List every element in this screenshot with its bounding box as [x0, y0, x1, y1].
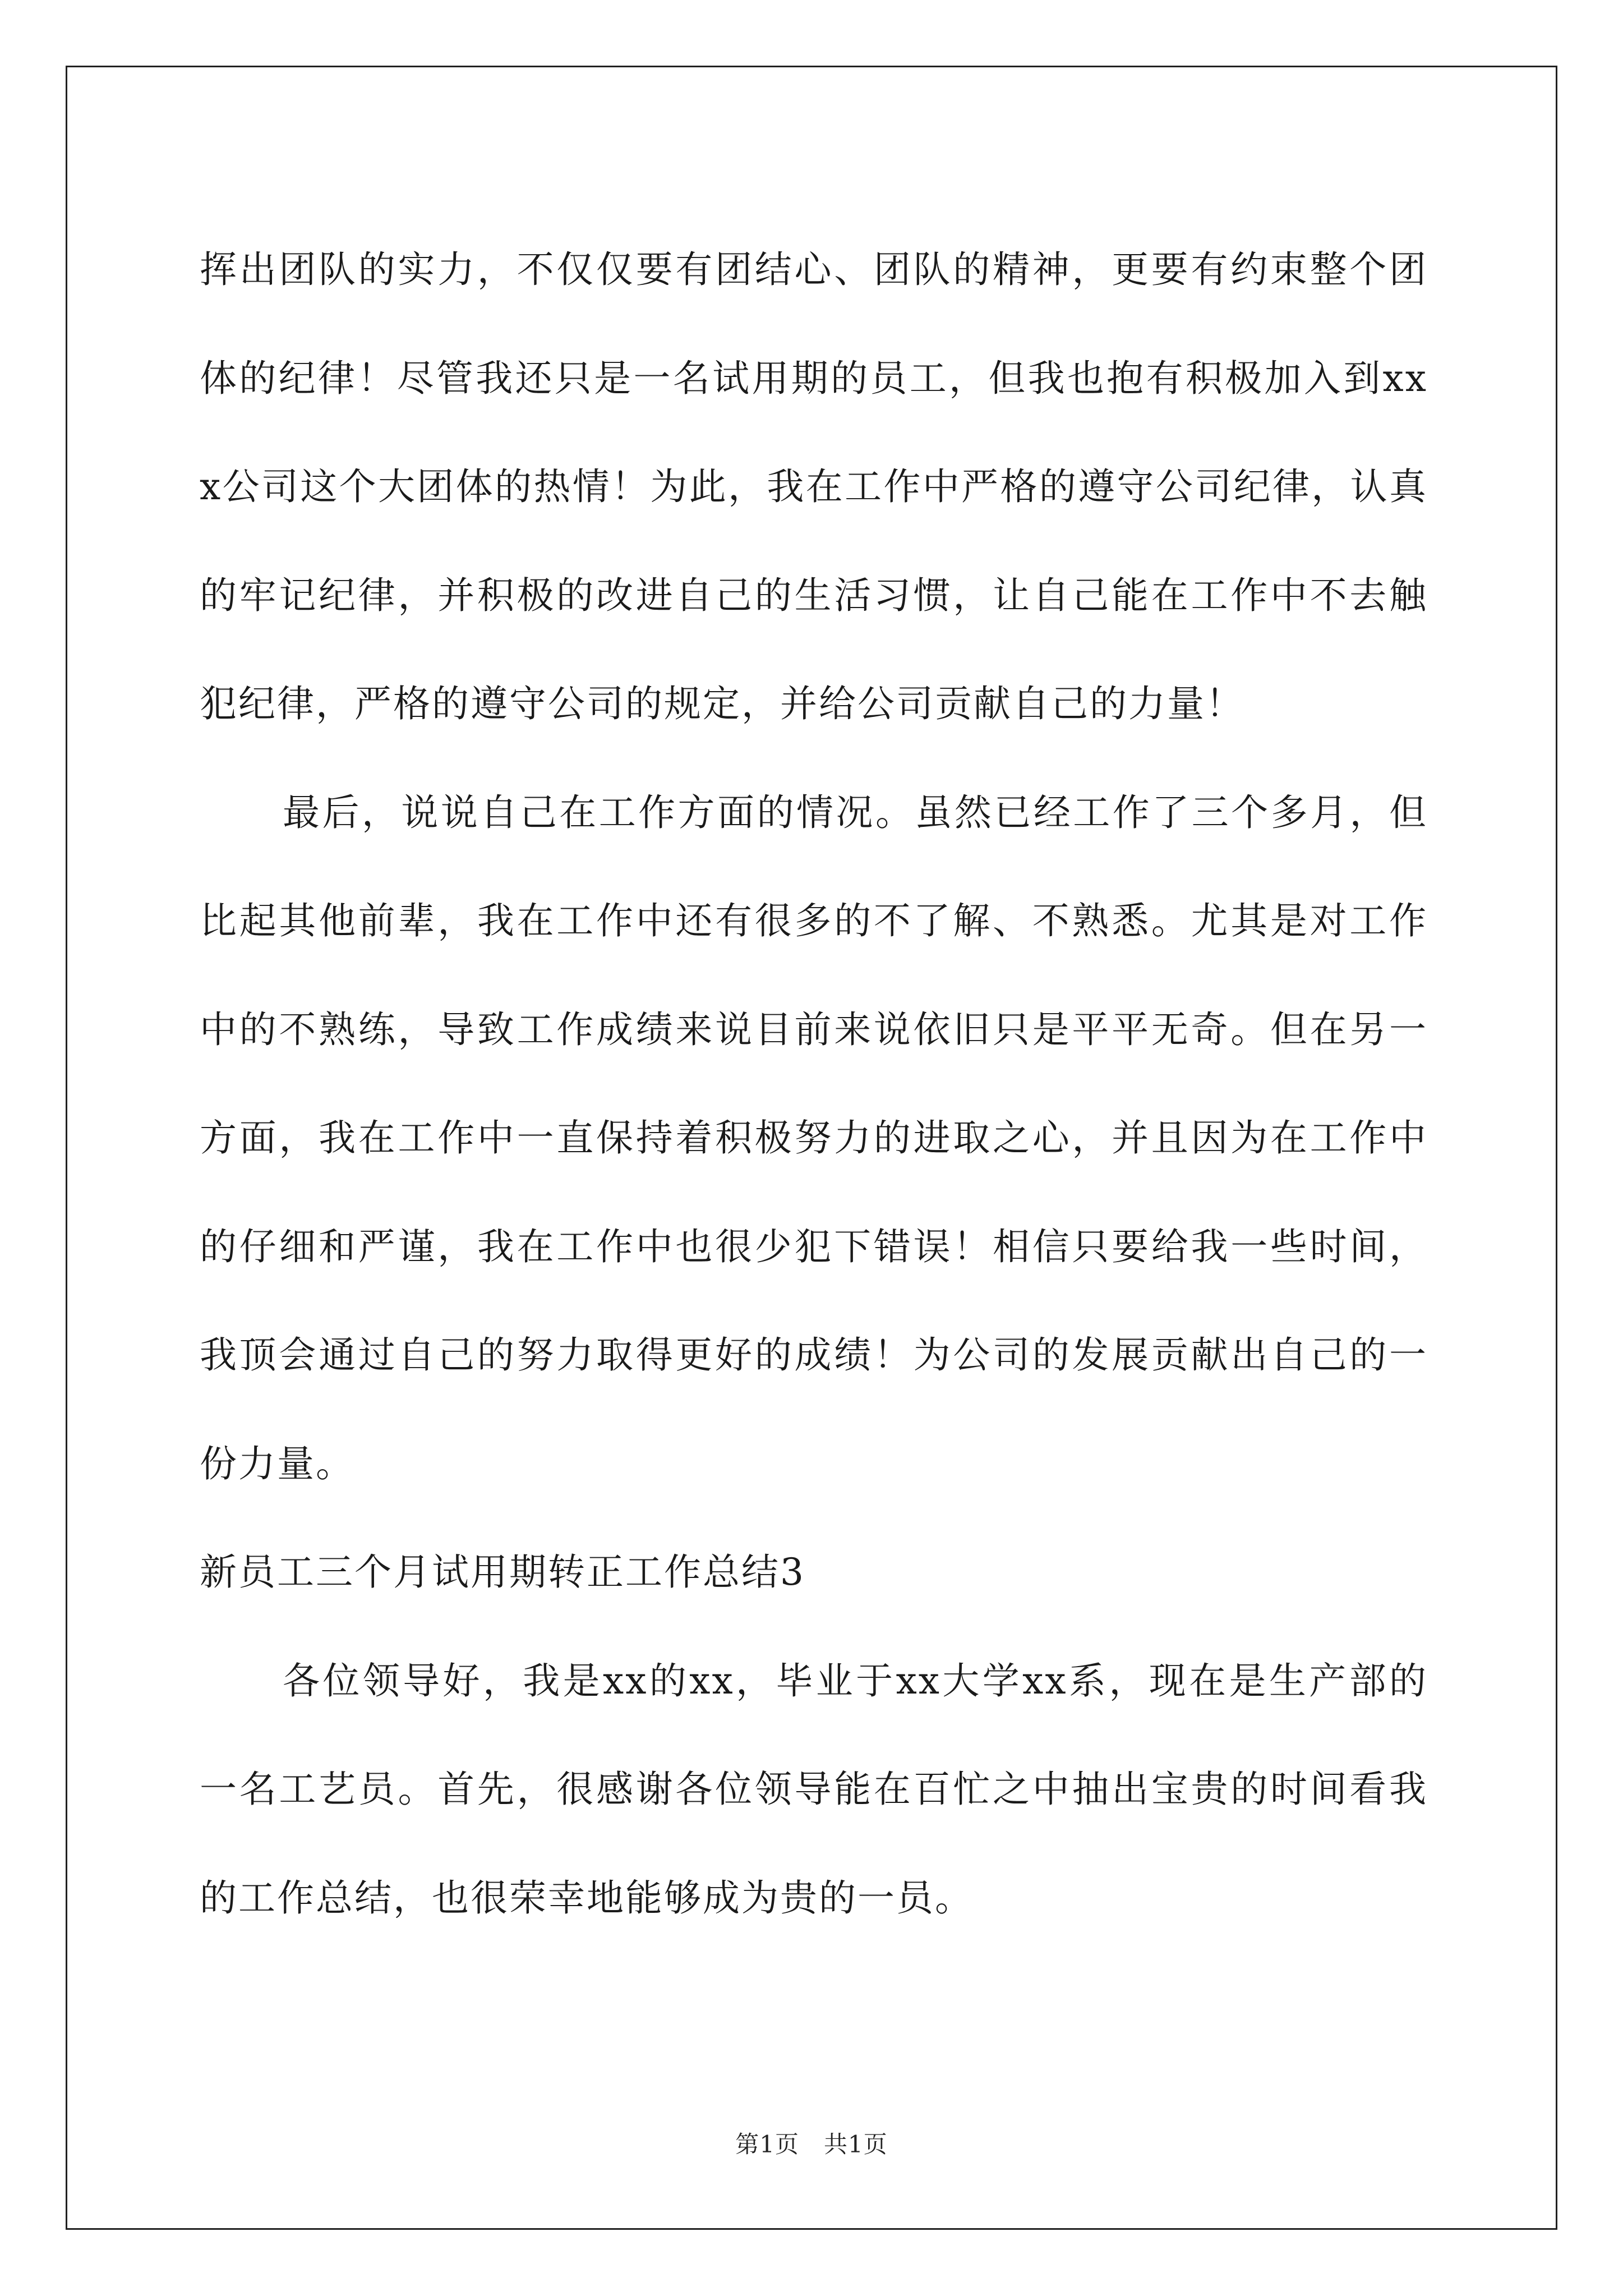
paragraph-1: 挥出团队的实力，不仅仅要有团结心、团队的精神，更要有约束整个团体的纪律！尽管我还只是一名试用期的员工，但我也抱有积极加入到xxx公司这个大团体的热情！为此，我在工作中严格的遵守公司纪律，认真的牢记纪律，并积极的改进自己的生活习惯，让自己能在工作中不去触犯纪律，严格的遵守公司的规定，并给公司贡献自己的力量！ — [200, 248, 1428, 725]
page-footer — [0, 2126, 1623, 2160]
page-number-total: 共1页 — [824, 2131, 888, 2158]
document-body — [200, 215, 1428, 1952]
paragraph-2: 最后，说说自己在工作方面的情况。虽然已经工作了三个多月，但比起其他前辈，我在工作中还有很多的不了解、不熟悉。尤其是对工作中的不熟练，导致工作成绩来说目前来说依旧只是平平无奇。但在另一方面，我在工作中一直保持着积极努力的进取之心，并且因为在工作中的仔细和严谨，我在工作中也很少犯下错误！相信只要给我一些时间，我顶会通过自己的努力取得更好的成绩！为公司的发展贡献出自己的一份力量。 — [200, 790, 1428, 1485]
paragraph-3: 各位领导好，我是xx的xx，毕业于xx大学xx系，现在是生产部的一名工艺员。首先，很感谢各位领导能在百忙之中抽出宝贵的时间看我的工作总结，也很荣幸地能够成为贵的一员。 — [200, 1659, 1428, 1920]
page-number-current: 第1页 — [735, 2131, 799, 2158]
section-heading: 新员工三个月试用期转正工作总结3 — [200, 1550, 805, 1594]
